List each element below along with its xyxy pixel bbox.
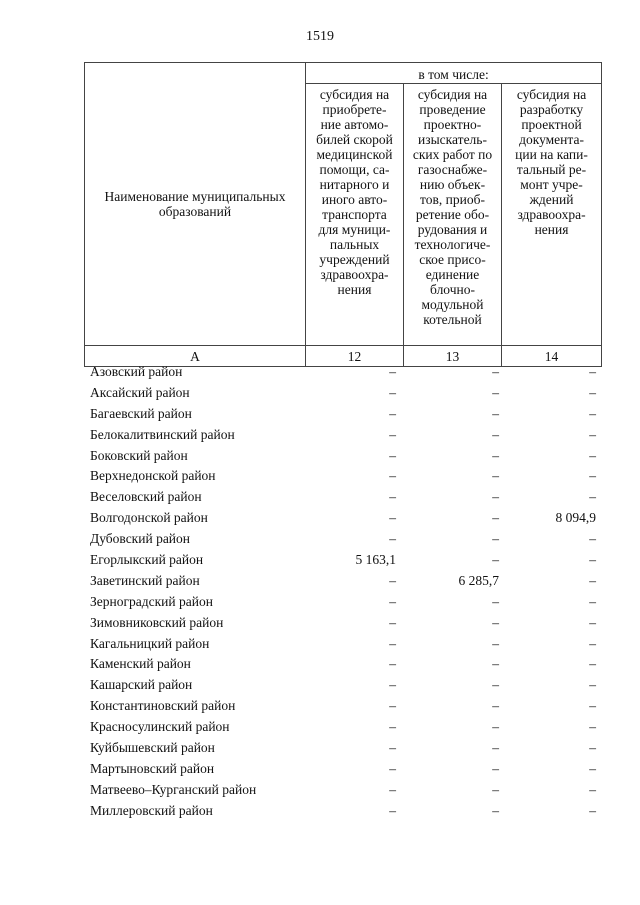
value-col-14: – [589,489,596,505]
value-col-12: – [389,677,396,693]
value-col-13: – [492,364,499,379]
municipality-name: Красносулинский район [90,719,230,735]
value-col-14: – [589,635,596,651]
value-col-13: – [492,593,499,609]
table-row [0,780,640,801]
value-col-13: – [492,510,499,526]
value-col-13: – [492,698,499,714]
value-col-12: – [389,802,396,818]
municipality-name: Аксайский район [90,384,190,400]
subsidy-repair-docs-header: субсидия на разработку проектной документа- ции на капи- тальный ре- монт учре- ждений здравоохра- нения [502,84,602,346]
value-col-14: – [589,384,596,400]
table-row [0,508,640,529]
municipality-name: Зимовниковский район [90,614,224,630]
table-row [0,696,640,717]
municipality-name: Константиновский район [90,698,236,714]
table-body [0,362,640,822]
municipality-name: Волгодонской район [90,510,208,526]
value-col-12: – [389,510,396,526]
municipality-name: Каменский район [90,656,191,672]
value-col-14: 8 094,9 [555,510,596,526]
table-row [0,404,640,425]
municipality-name: Миллеровский район [90,802,213,818]
municipality-name: Кагальницкий район [90,635,210,651]
value-col-12: – [389,489,396,505]
municipality-name: Багаевский район [90,405,192,421]
value-col-13: – [492,677,499,693]
value-col-14: – [589,531,596,547]
value-col-12: – [389,698,396,714]
value-col-14: – [589,802,596,818]
column-number-14: 14 [502,346,602,367]
table-row [0,738,640,759]
value-col-12: – [389,384,396,400]
value-col-12: – [389,447,396,463]
column-number-12: 12 [306,346,404,367]
value-col-14: – [589,677,596,693]
value-col-14: – [589,781,596,797]
value-col-12: – [389,719,396,735]
value-col-12: – [389,426,396,442]
table-row [0,362,640,383]
value-col-14: – [589,719,596,735]
table-row [0,425,640,446]
municipality-name: Азовский район [90,364,183,379]
municipality-name: Куйбышевский район [90,740,215,756]
value-col-12: – [389,593,396,609]
value-col-13: – [492,719,499,735]
value-col-13: – [492,656,499,672]
municipality-column-header: Наименование муниципальных образований [85,63,306,346]
value-col-12: 5 163,1 [355,552,396,568]
including-header: в том числе: [306,63,602,84]
table-row [0,550,640,571]
value-col-13: – [492,426,499,442]
table-row [0,717,640,738]
table-row [0,571,640,592]
table-row [0,487,640,508]
value-col-14: – [589,426,596,442]
column-number-a: А [85,346,306,367]
value-col-12: – [389,531,396,547]
municipality-name: Верхнедонской район [90,468,216,484]
table-row [0,801,640,822]
value-col-13: – [492,614,499,630]
value-col-13: – [492,552,499,568]
table-row [0,383,640,404]
municipality-name: Боковский район [90,447,188,463]
subsidy-vehicles-header: субсидия на приобрете- ние автомо- билей скорой медицинской помощи, са- нитарного и иного авто- транспорта для муници- пальных учреждений здравоохра- нения [306,84,404,346]
table-header [84,62,602,367]
value-col-14: – [589,740,596,756]
value-col-13: – [492,447,499,463]
value-col-12: – [389,614,396,630]
municipality-name: Веселовский район [90,489,202,505]
table-row [0,529,640,550]
table-row [0,613,640,634]
value-col-13: – [492,635,499,651]
value-col-14: – [589,364,596,379]
value-col-14: – [589,552,596,568]
value-col-13: – [492,531,499,547]
value-col-14: – [589,405,596,421]
value-col-13: 6 285,7 [458,572,499,588]
municipality-name: Егорлыкский район [90,552,204,568]
value-col-12: – [389,740,396,756]
table-row [0,466,640,487]
value-col-14: – [589,593,596,609]
table-row [0,634,640,655]
value-col-12: – [389,781,396,797]
table-row [0,446,640,467]
value-col-13: – [492,384,499,400]
municipality-name: Заветинский район [90,572,200,588]
value-col-12: – [389,468,396,484]
table-row [0,675,640,696]
value-col-13: – [492,760,499,776]
table-row [0,592,640,613]
municipality-name: Зерноградский район [90,593,213,609]
value-col-14: – [589,614,596,630]
value-col-12: – [389,656,396,672]
value-col-13: – [492,802,499,818]
page-number: 1519 [306,29,334,44]
municipality-name: Дубовский район [90,531,191,547]
value-col-13: – [492,468,499,484]
value-col-14: – [589,760,596,776]
table-row [0,654,640,675]
municipality-name: Мартыновский район [90,760,215,776]
municipality-name: Кашарский район [90,677,193,693]
subsidy-gas-supply-header: субсидия на проведение проектно- изыскатель- ских работ по газоснабже- нию объек- тов, приоб- ретение обо- рудования и технологиче- ское присо- единение блочно- модульной котельной [404,84,502,346]
municipality-name: Матвеево–Курганский район [90,781,257,797]
column-number-13: 13 [404,346,502,367]
value-col-14: – [589,572,596,588]
value-col-12: – [389,572,396,588]
value-col-14: – [589,468,596,484]
value-col-12: – [389,364,396,379]
value-col-12: – [389,760,396,776]
value-col-13: – [492,405,499,421]
value-col-14: – [589,656,596,672]
value-col-12: – [389,635,396,651]
value-col-12: – [389,405,396,421]
value-col-13: – [492,781,499,797]
table-row [0,759,640,780]
value-col-13: – [492,489,499,505]
value-col-14: – [589,447,596,463]
value-col-13: – [492,740,499,756]
value-col-14: – [589,698,596,714]
municipality-name: Белокалитвинский район [90,426,235,442]
